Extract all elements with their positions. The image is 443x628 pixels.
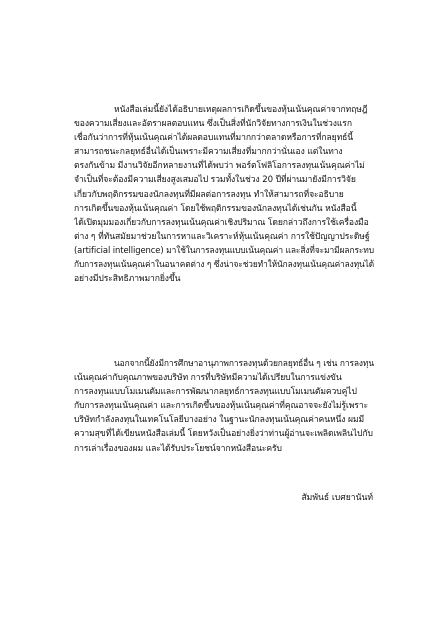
paragraph-line: เน้นคุณค่ากับคุณภาพของบริษัท การที่บริษัทมีความได้เปรียบในการแข่งขัน — [74, 373, 342, 384]
paragraph-line: บริษัทกำลังลงทุนในเทคโนโลยีบางอย่าง ในฐานะนักลงทุนเน้นคุณค่าคนหนึ่ง ผมมี — [74, 415, 365, 426]
author-signature: สัมพันธ์ เบศยานันท์ — [301, 493, 373, 503]
paragraph-line: การลงทุนแบบโมเมนตัมและการพัฒนากลยุทธ์การลงทุนแบบโมเมนตัมควบคู่ไป — [74, 387, 357, 398]
paragraph-line: กับการลงทุนเน้นคุณค่าในอนาคตต่าง ๆ ซึ่งน่าจะช่วยทำให้นักลงทุนเน้นคุณค่าลงทุนได้ — [74, 260, 374, 271]
paragraph-line: ต่าง ๆ ที่ทันสมัยมาช่วยในการหาและวิเคราะห์หุ้นเน้นคุณค่า การใช้ปัญญาประดิษฐ์ — [74, 231, 370, 242]
paragraph-line: หนังสือเล่มนี้ยังได้อธิบายเหตุผลการเกิดขึ้นของหุ้นเน้นคุณค่าจากทฤษฎี — [114, 105, 368, 115]
paragraph-line: (artificial intelligence) มาใช้ในการลงทุนแบบเน้นคุณค่า และสิ่งที่จะมามีผลกระทบ — [74, 245, 374, 256]
paragraph-line: สามารถชนะกลยุทธ์อื่นได้เป็นเพราะมีความเสี่ยงที่มากกว่านั่นเอง แต่ในทาง — [74, 147, 343, 158]
paragraph-line: การเล่าเรื่องของผม และได้รับประโยชน์จากหนังสือนะครับ — [74, 443, 282, 454]
paragraph-line: การเกิดขึ้นของหุ้นเน้นคุณค่า โดยใช้พฤติกรรมของนักลงทุนได้เช่นกัน หนังสือนี้ — [74, 203, 357, 214]
paragraph-line: เกี่ยวกับพฤติกรรมของนักลงทุนที่มีผลต่อการลงทุน ทำให้สามารถที่จะอธิบาย — [74, 189, 344, 200]
paragraph-line: ได้เปิดมุมมองเกี่ยวกับการลงทุนเน้นคุณค่าเชิงปริมาณ โดยกล่าวถึงการใช้เครื่องมือ — [74, 217, 369, 228]
paragraph-line: ความสุขที่ได้เขียนหนังสือเล่มนี้ โดยหวังเป็นอย่างยิ่งว่าท่านผู้อ่านจะเพลิดเพลินไปกับ — [74, 429, 373, 440]
paragraph-line: นอกจากนี้ยังมีการศึกษาอานุภาพการลงทุนด้วยกลยุทธ์อื่น ๆ เช่น การลงทุน — [114, 359, 374, 369]
paragraph-line: จำเป็นที่จะต้องมีความเสี่ยงสูงเสมอไป รวมทั้งในช่วง 20 ปีที่ผ่านมายังมีการวิจัย — [74, 175, 356, 186]
paragraph-line: อย่างมีประสิทธิภาพมากยิ่งขึ้น — [74, 274, 181, 285]
paragraph-line: กับการลงทุนเน้นคุณค่า และการเกิดขึ้นของหุ้นเน้นคุณค่าที่คุณอาจจะยังไม่รู้เพราะ — [74, 401, 369, 412]
paragraph-1 — [74, 103, 374, 286]
paragraph-line: เชื่อกันว่าการที่หุ้นเน้นคุณค่าได้ผลตอบแทนที่มากกว่าตลาดหรือการที่กลยุทธ์นี้ — [74, 133, 354, 144]
paragraph-line: ของความเสี่ยงและอัตราผลตอบแทน ซึ่งเป็นสิ่งที่นักวิจัยทางการเงินในช่วงแรก — [74, 119, 352, 130]
paragraph-2 — [74, 357, 374, 456]
paragraph-line: ตรงกันข้าม มีงานวิจัยอีกหลายงานที่ได้พบว่า พอร์ตโฟลิโอการลงทุนเน้นคุณค่าไม่ — [74, 161, 365, 172]
